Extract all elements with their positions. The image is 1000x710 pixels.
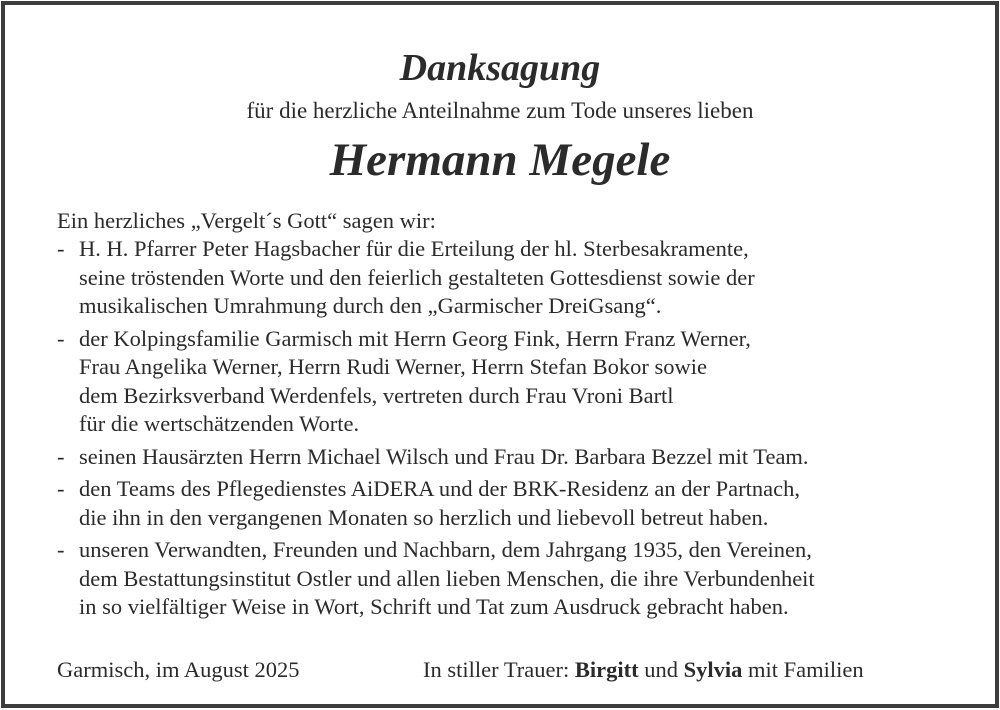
notice-subtitle: für die herzliche Anteilnahme zum Tode unseres lieben bbox=[246, 98, 754, 123]
entry-line: in so vielfältiger Weise in Wort, Schrift und Tat zum Ausdruck gebracht haben. bbox=[79, 594, 789, 619]
deceased-name: Hermann Megele bbox=[329, 134, 671, 186]
entry-line: seinen Hausärzten Herrn Michael Wilsch und Frau Dr. Barbara Bezzel mit Team. bbox=[79, 443, 809, 469]
entry-line: dem Bestattungsinstitut Ostler und allen lieben Menschen, die ihre Verbundenheit bbox=[79, 565, 815, 591]
thanks-list bbox=[5, 235, 995, 626]
thanks-entry bbox=[5, 235, 995, 321]
notice-title: Danksagung bbox=[399, 47, 601, 89]
thanks-entry bbox=[5, 325, 995, 439]
entry-line: für die wertschätzenden Worte. bbox=[79, 411, 360, 436]
thanks-intro: Ein herzliches „Vergelt´s Gott“ sagen wir: bbox=[57, 208, 436, 233]
entry-line: musikalischen Umrahmung durch den „Garmischer DreiGsang“. bbox=[79, 293, 662, 318]
mourning-signature bbox=[423, 656, 864, 684]
mourning-prefix: In stiller Trauer: bbox=[423, 657, 570, 682]
entry-line: den Teams des Pflegedienstes AiDERA und der BRK-Residenz an der Partnach, bbox=[79, 476, 800, 501]
survivor-name-birgitt: Birgitt bbox=[574, 657, 639, 682]
bullet-dash: - bbox=[57, 476, 65, 501]
entry-line: die ihn in den vergangenen Monaten so herzlich und liebevoll betreut haben. bbox=[79, 504, 769, 530]
bullet-dash: - bbox=[57, 443, 65, 469]
entry-line: H. H. Pfarrer Peter Hagsbacher für die Erteilung der hl. Sterbesakramente, bbox=[79, 236, 749, 261]
signature-suffix: mit Familien bbox=[748, 657, 864, 682]
entry-line: unseren Verwandten, Freunden und Nachbarn, dem Jahrgang 1935, den Vereinen, bbox=[79, 537, 812, 562]
bullet-dash: - bbox=[57, 537, 65, 562]
entry-line: dem Bezirksverband Werdenfels, vertreten durch Frau Vroni Bartl bbox=[79, 382, 674, 408]
thanks-entry bbox=[5, 536, 995, 622]
entry-line: Frau Angelika Werner, Herrn Rudi Werner, Herrn Stefan Bokor sowie bbox=[79, 354, 707, 379]
thanks-entry bbox=[5, 443, 995, 472]
signature-conjunction: und bbox=[644, 657, 678, 682]
bullet-dash: - bbox=[57, 236, 65, 261]
entry-line: der Kolpingsfamilie Garmisch mit Herrn Georg Fink, Herrn Franz Werner, bbox=[79, 325, 751, 351]
survivor-name-sylvia: Sylvia bbox=[683, 657, 743, 682]
place-date: Garmisch, im August 2025 bbox=[57, 657, 300, 682]
thanks-entry bbox=[5, 475, 995, 532]
entry-line: seine tröstenden Worte und den feierlich gestalteten Gottesdienst sowie der bbox=[79, 264, 755, 290]
bullet-dash: - bbox=[57, 325, 65, 351]
obituary-card bbox=[1, 1, 999, 708]
